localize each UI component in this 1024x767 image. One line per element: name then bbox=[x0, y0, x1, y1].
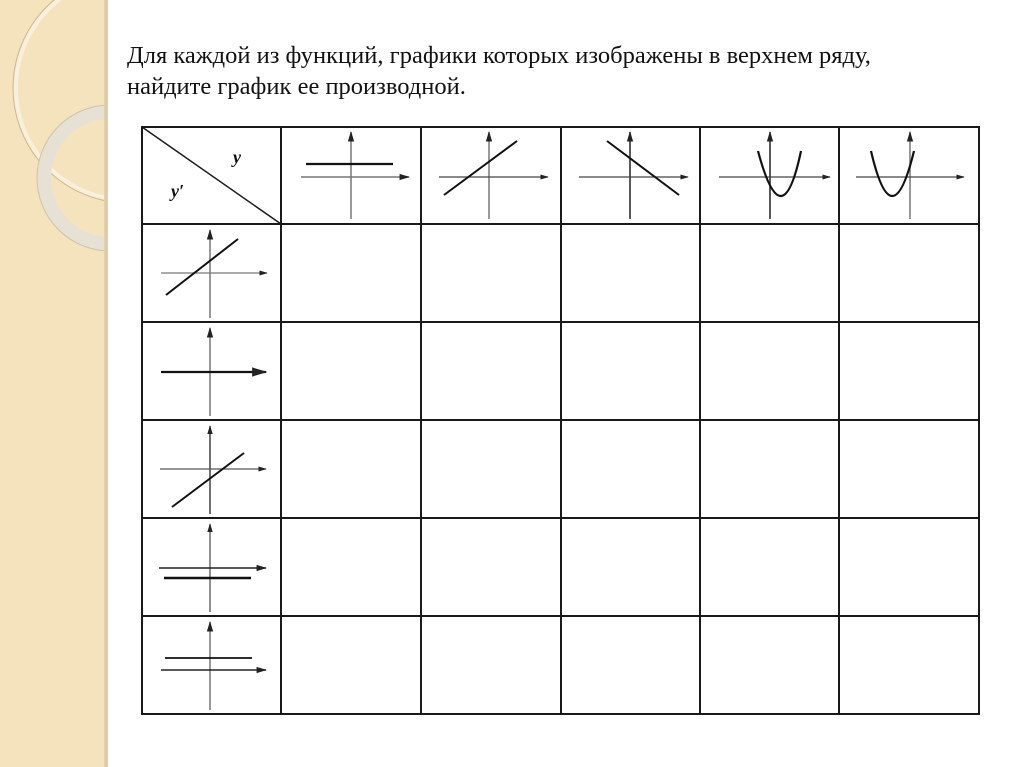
sidebar-divider bbox=[104, 0, 108, 767]
answer-cell[interactable] bbox=[562, 225, 699, 321]
answer-cell[interactable] bbox=[701, 225, 838, 321]
header-graph-f1 bbox=[301, 132, 409, 219]
answer-cell[interactable] bbox=[282, 617, 420, 713]
row-graph-d2 bbox=[161, 328, 266, 416]
task-title bbox=[127, 40, 1007, 102]
row-graph-d5 bbox=[161, 622, 266, 710]
answer-cell[interactable] bbox=[562, 617, 699, 713]
corner-cell bbox=[142, 127, 281, 224]
answer-cell[interactable] bbox=[422, 421, 560, 517]
answer-cell[interactable] bbox=[422, 225, 560, 321]
header-graph-f3 bbox=[579, 132, 688, 219]
decorative-sidebar bbox=[0, 0, 108, 767]
answer-cell[interactable] bbox=[422, 323, 560, 419]
row-graph-d1 bbox=[161, 230, 267, 318]
header-graph-f2 bbox=[439, 132, 548, 219]
answer-cell[interactable] bbox=[701, 323, 838, 419]
answer-cell[interactable] bbox=[422, 519, 560, 615]
answer-cell[interactable] bbox=[840, 617, 978, 713]
answer-cell[interactable] bbox=[701, 519, 838, 615]
row-graph-d4 bbox=[159, 524, 266, 612]
answer-cell[interactable] bbox=[282, 421, 420, 517]
answer-cell[interactable] bbox=[701, 617, 838, 713]
answer-cell[interactable] bbox=[562, 519, 699, 615]
answer-cell[interactable] bbox=[422, 617, 560, 713]
answer-cell[interactable] bbox=[701, 421, 838, 517]
answer-cell[interactable] bbox=[840, 519, 978, 615]
answer-cell[interactable] bbox=[282, 225, 420, 321]
answer-cell[interactable] bbox=[562, 421, 699, 517]
row-graph-d3 bbox=[160, 426, 266, 514]
header-graph-f5 bbox=[856, 132, 964, 219]
answer-cell[interactable] bbox=[840, 225, 978, 321]
title-line-1: Для каждой из функций, графики которых изображены в верхнем ряду, bbox=[127, 42, 871, 69]
decorative-rings-icon bbox=[0, 0, 108, 767]
title-line-2: найдите график ее производной. bbox=[127, 73, 466, 100]
answer-cell[interactable] bbox=[282, 519, 420, 615]
answer-cell[interactable] bbox=[562, 323, 699, 419]
answer-cell[interactable] bbox=[282, 323, 420, 419]
answer-cell[interactable] bbox=[840, 323, 978, 419]
corner-label-y-prime: y′ bbox=[171, 181, 185, 201]
answer-cells bbox=[282, 225, 978, 713]
answer-cell[interactable] bbox=[840, 421, 978, 517]
matching-table bbox=[141, 126, 981, 716]
header-graph-f4 bbox=[719, 132, 830, 219]
table-grid bbox=[141, 126, 981, 716]
corner-label-y: y bbox=[233, 147, 241, 167]
